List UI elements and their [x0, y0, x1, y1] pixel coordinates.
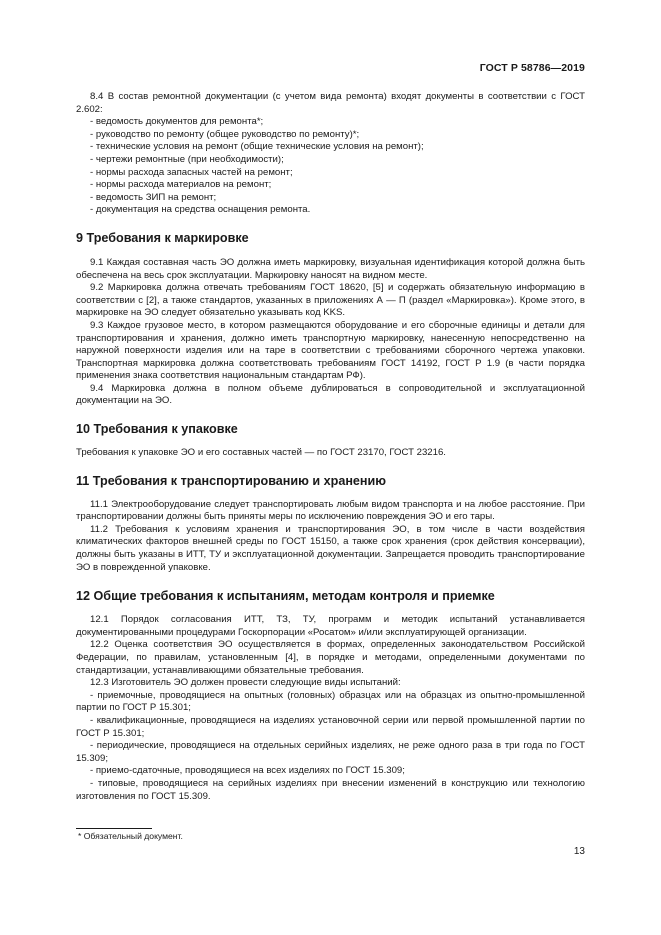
list-item: - приемочные, проводящиеся на опытных (головных) образцах или на образцах из опытно-промышленной партии по ГОСТ Р 15.301;: [76, 689, 585, 714]
list-item: - нормы расхода запасных частей на ремонт;: [90, 166, 293, 178]
standard-code: ГОСТ Р 58786—2019: [479, 62, 585, 74]
list-item: - ведомость ЗИП на ремонт;: [90, 191, 217, 203]
section-heading-11: 11 Требования к транспортированию и хранению: [76, 473, 387, 488]
list-item: - руководство по ремонту (общее руководство по ремонту)*;: [90, 128, 360, 140]
page-content: [76, 91, 585, 803]
list-item: - периодические, проводящиеся на отдельных серийных изделиях, не реже одного раза в три года по ГОСТ 15.309;: [76, 740, 585, 764]
footnote: * Обязательный документ.: [78, 831, 183, 841]
paragraph-9-2: 9.2 Маркировка должна отвечать требованиям ГОСТ 18620, [5] и содержать обязательную информацию в соответствии с [2], а также стандартов, указанных в приложениях А — П (раздел «Маркировка»). Кроме этого, в маркировке на ЭО следует обязательно указывать код KKS.: [76, 282, 585, 319]
paragraph-12-1: 12.1 Порядок согласования ИТТ, ТЗ, ТУ, программ и методик испытаний устанавливается документированными процедурами Госкорпорации «Росатом» и/или эксплуатирующей организации.: [76, 614, 585, 638]
paragraph-9-1: 9.1 Каждая составная часть ЭО должна иметь маркировку, визуальная идентификация которой должна быть обеспечена на весь срок эксплуатации. Маркировку наносят на видном месте.: [76, 256, 585, 281]
section-heading-12: 12 Общие требования к испытаниям, методам контроля и приемке: [76, 589, 495, 604]
page-number: 13: [573, 846, 585, 857]
paragraph-10: Требования к упаковке ЭО и его составных частей — по ГОСТ 23170, ГОСТ 23216.: [76, 447, 446, 459]
section-heading-10: 10 Требования к упаковке: [76, 422, 238, 437]
paragraph-8-4: 8.4 В состав ремонтной документации (с учетом вида ремонта) входят документы в соответствии с ГОСТ 2.602:: [76, 91, 585, 115]
list-item: - нормы расхода материалов на ремонт;: [90, 179, 272, 191]
section-heading-9: 9 Требования к маркировке: [76, 230, 249, 245]
paragraph-11-2: 11.2 Требования к условиям хранения и транспортирования ЭО, в том числе в части воздействия климатических факторов внешней среды по ГОСТ 15150, а также срок хранения (срок действия консервации), должны быть указаны в ИТТ, ТУ и эксплуатационной документации. Запрещается проводить транспортирование ЭО в поврежденной упаковке.: [76, 523, 585, 573]
list-item: - приемо-сдаточные, проводящиеся на всех изделиях по ГОСТ 15.309;: [90, 765, 405, 777]
list-item: - чертежи ремонтные (при необходимости);: [90, 153, 284, 165]
list-item: - квалификационные, проводящиеся на изделиях установочной серии или первой промышленной партии по ГОСТ Р 15.301;: [76, 714, 585, 739]
paragraph-9-4: 9.4 Маркировка должна в полном объеме дублироваться в сопроводительной и эксплуатационной документации на ЭО.: [76, 382, 585, 407]
list-item: - документация на средства оснащения ремонта.: [90, 204, 311, 216]
list-item: - ведомость документов для ремонта*;: [90, 116, 264, 128]
footnote-divider: [76, 828, 152, 829]
list-item: - технические условия на ремонт (общие технические условия на ремонт);: [90, 141, 424, 153]
paragraph-12-2: 12.2 Оценка соответствия ЭО осуществляется в формах, определенных законодательством Российской Федерации, по правилам, установленным [4], в порядке и методами, определенными документами по стандартизации, устанавливающими обязательные требования.: [76, 639, 585, 676]
paragraph-12-3: 12.3 Изготовитель ЭО должен провести следующие виды испытаний:: [90, 677, 401, 689]
paragraph-11-1: 11.1 Электрооборудование следует транспортировать любым видом транспорта и на любое расстояние. При транспортировании должны быть приняты меры по исключению повреждения ЭО и его тары.: [76, 498, 585, 523]
paragraph-9-3: 9.3 Каждое грузовое место, в котором размещаются оборудование и его сборочные единицы и детали для транспортирования и хранения, должно иметь транспортную маркировку, нанесенную непосредственно на наружной поверхности изделия или на таре в соответствии с требованиями сборочного чертежа упаковки. Транспортная маркировка должна соответствовать требованиям ГОСТ 14192, ГОСТ Р 1.9 (в части порядка применения знака соответствия национальным стандартам РФ).: [76, 319, 585, 382]
list-item: - типовые, проводящиеся на серийных изделиях при внесении изменений в конструкцию или технологию изготовления по ГОСТ 15.309.: [76, 777, 585, 802]
